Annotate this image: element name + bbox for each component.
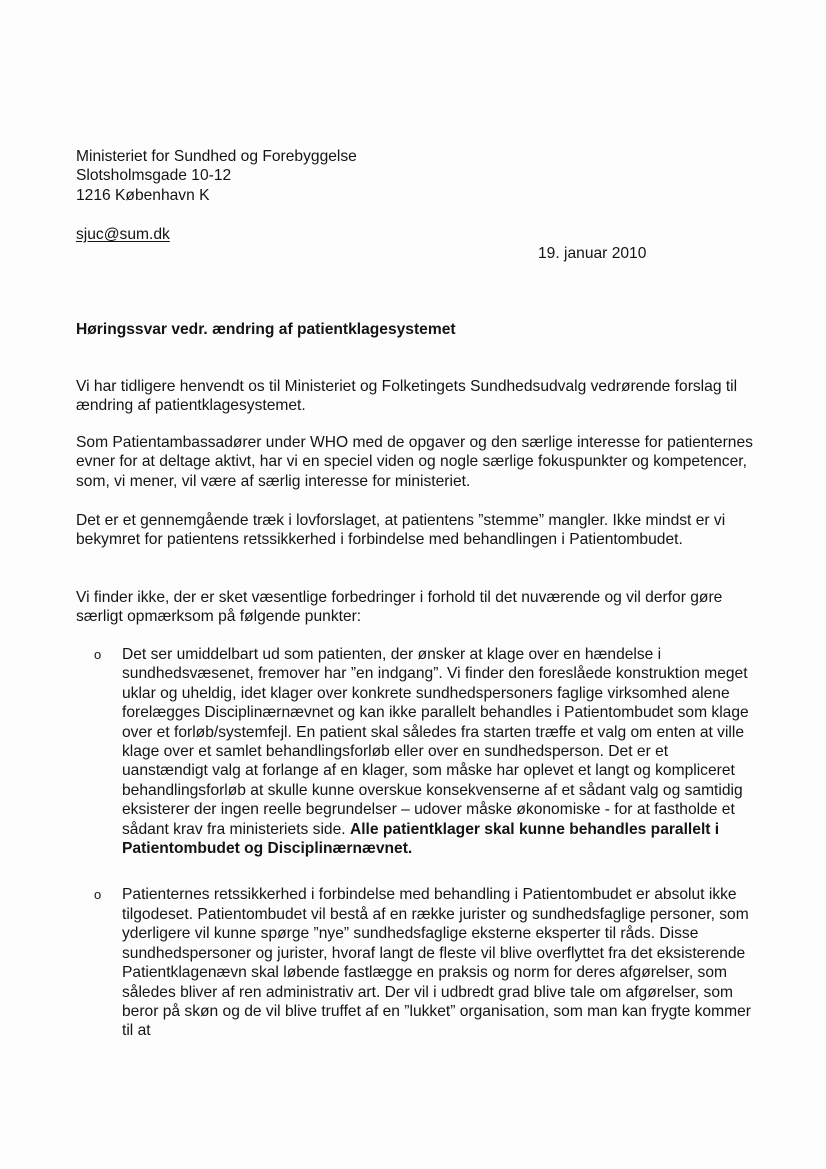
paragraph-ambassadors: Som Patientambassadører under WHO med de opgaver og den særlige interesse for patienternes evner for at deltage aktivt, har vi en speciel viden og nogle særlige fokuspunkter og kompetencer, som, vi mener, vil være af særlig interesse for ministeriet. [76, 434, 753, 490]
bullet-circle-icon: o [94, 647, 102, 662]
points-list [94, 645, 754, 1041]
recipient-email-link[interactable]: sjuc@sum.dk [76, 226, 170, 243]
recipient-name: Ministeriet for Sundhed og Forebyggelse [76, 148, 357, 165]
letter-subject: Høringssvar vedr. ændring af patientklagesystemet [76, 321, 456, 338]
point-one-text: Det ser umiddelbart ud som patienten, der ønsker at klage over en hændelse i sundhedsvæsenet, fremover har ”en indgang”. Vi finder den foreslåede konstruktion meget uklar og uheldig, idet klager over konkrete sundhedspersoners faglige virksomhed alene forelægges Disciplinærnævnet og kan ikke parallelt behandles i Patientombudet som klage over et forløb/systemfejl. En patient skal således fra starten træffe et valg om enten at ville klage over et samlet behandlingsforløb eller over en sundhedsperson. Det er et uanstændigt valg at forlange af en klager, som måske har oplevet et langt og kompliceret behandlingsforløb at skulle kunne overskue konsekvenserne af et sådant valg og samtidig eksisterer der ingen reelle begrundelser – udover måske økonomiske - for at fastholde et sådant krav fra ministeriets side. [122, 646, 749, 838]
point-one-emphasis: Alle patientklager skal kunne behandles parallelt i Patientombudet og Disciplinærnævnet. [122, 820, 720, 858]
letter-date: 19. januar 2010 [538, 245, 647, 262]
list-item-text [122, 645, 754, 858]
list-item [94, 645, 754, 858]
list-item-text [122, 885, 754, 1040]
paragraph-intro: Vi har tidligere henvendt os til Ministeriet og Folketingets Sundhedsudvalg vedrørende forslag til ændring af patientklagesystemet. [76, 378, 738, 415]
recipient-street: Slotsholmsgade 10-12 [76, 167, 232, 185]
list-item [94, 885, 754, 1040]
recipient-city: 1216 København K [76, 186, 210, 204]
point-two-text: Patienternes retssikkerhed i forbindelse med behandling i Patientombudet er absolut ikke tilgodeset. Patientombudet vil bestå af en række jurister og sundhedsfaglige personer, som yderligere vil kunne spørge ”nye” sundhedsfaglige eksterne eksperter til råds. Disse sundhedspersoner og jurister, hvoraf langt de fleste vil blive overflyttet fra det eksisterende Patientklagenævn skal løbende fastlægge en praksis og norm for deres afgørelser, som således bliver af ren administrativ art. Der vil i udbredt grad blive tale om afgørelser, som beror på skøn og de vil blive truffet af en ”lukket” organisation, som man kan frygte kommer til at [122, 886, 751, 1040]
recipient-address [76, 147, 357, 205]
bullet-circle-icon: o [94, 887, 102, 903]
paragraph-points-intro: Vi finder ikke, der er sket væsentlige forbedringer i forhold til det nuværende og vil derfor gøre særligt opmærksom på følgende punkter: [76, 589, 723, 626]
paragraph-patient-voice: Det er et gennemgående træk i lovforslaget, at patientens ”stemme” mangler. Ikke mindst er vi bekymret for patientens retssikkerhed i forbindelse med behandlingen i Patientombudet. [76, 512, 726, 549]
